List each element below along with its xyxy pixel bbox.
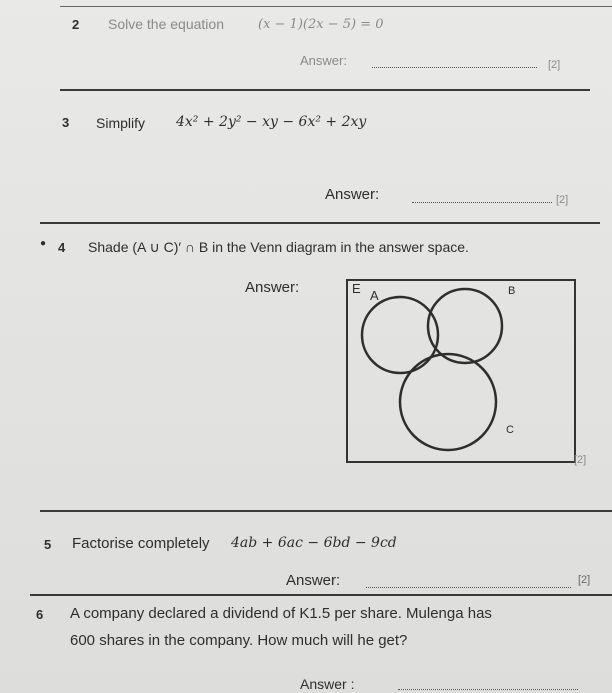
bullet-mark: ● <box>40 238 47 249</box>
q2-answer-line[interactable] <box>372 67 537 68</box>
venn-set-b-label: B <box>508 285 516 297</box>
q2-marks: [2] <box>548 59 561 71</box>
divider-q4 <box>40 510 612 512</box>
q5-marks: [2] <box>578 574 591 586</box>
q5-answer-line[interactable] <box>366 587 571 588</box>
q5-answer-label: Answer: <box>286 572 341 589</box>
q6-line-2: 600 shares in the company. How much will he get? <box>70 632 408 649</box>
q3-expression: 4x² + 2y² − xy − 6x² + 2xy <box>176 114 367 130</box>
q5-prompt: Factorise completely <box>72 535 210 552</box>
q2-prompt: Solve the equation <box>108 16 224 32</box>
q5-number: 5 <box>44 537 52 552</box>
q2-answer-label: Answer: <box>300 53 347 68</box>
q4-number: 4 <box>58 240 66 255</box>
q6-answer-label: Answer : <box>300 676 355 692</box>
q6-answer-line[interactable] <box>398 689 578 690</box>
q3-answer-line[interactable] <box>412 202 552 203</box>
q6-line-1: A company declared a dividend of K1.5 per share. Mulenga has <box>70 605 492 622</box>
q4-answer-label: Answer: <box>245 279 300 296</box>
divider-q2 <box>60 89 590 91</box>
venn-universal-set[interactable] <box>346 279 576 463</box>
venn-universal-label: E <box>352 281 361 296</box>
venn-set-c-label: C <box>506 424 514 436</box>
q3-number: 3 <box>62 115 70 130</box>
q3-answer-label: Answer: <box>325 186 380 203</box>
divider-top <box>60 6 612 7</box>
q2-expression: (x − 1)(2x − 5) = 0 <box>258 17 384 32</box>
q2-number: 2 <box>72 17 80 32</box>
divider-q3 <box>40 222 600 224</box>
q4-marks: [2] <box>574 454 587 466</box>
q3-marks: [2] <box>556 194 569 206</box>
q5-expression: 4ab + 6ac − 6bd − 9cd <box>231 535 397 551</box>
divider-q5 <box>30 594 612 596</box>
q6-number: 6 <box>36 607 44 622</box>
q4-prompt: Shade (A ∪ C)′ ∩ B in the Venn diagram in the answer space. <box>88 239 469 255</box>
q3-prompt: Simplify <box>96 115 146 131</box>
venn-set-a-label: A <box>370 288 379 303</box>
